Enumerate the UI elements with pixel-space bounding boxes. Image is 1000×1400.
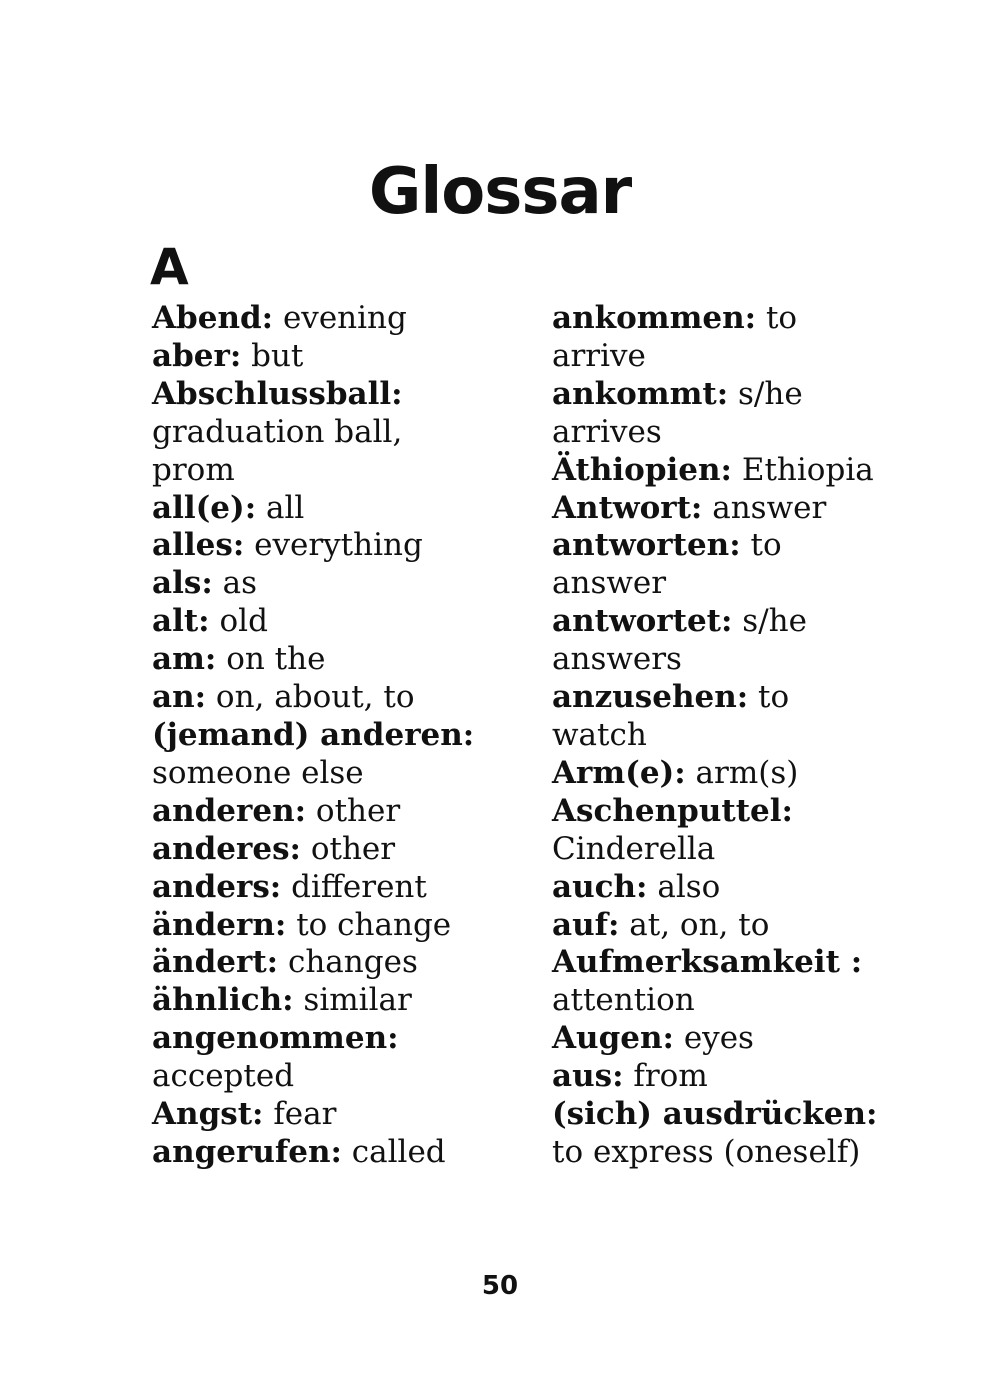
glossary-entry — [552, 527, 892, 603]
glossary-definition: similar — [293, 982, 412, 1019]
glossary-definition: to arrive — [552, 300, 798, 374]
glossary-entry — [552, 1096, 892, 1172]
section-letter: A — [150, 238, 189, 296]
glossary-entry — [152, 831, 492, 869]
glossary-definition: as — [212, 565, 258, 602]
glossary-entry — [152, 793, 492, 831]
glossary-term: an: — [152, 679, 207, 716]
glossary-entry — [552, 603, 892, 679]
glossary-entry — [552, 1058, 892, 1096]
glossary-entry — [152, 338, 492, 376]
glossary-entry — [152, 1134, 492, 1172]
glossary-definition: to express (oneself) — [552, 1133, 861, 1170]
glossary-entry — [152, 1096, 492, 1134]
glossary-term: antwortet: — [552, 603, 733, 640]
glossary-term: auch: — [552, 868, 648, 905]
glossary-term: Abschlussball: — [152, 375, 403, 412]
glossary-definition: but — [241, 337, 304, 374]
glossary-entry — [552, 1020, 892, 1058]
glossary-term: auf: — [552, 906, 620, 943]
glossary-entry — [152, 679, 492, 717]
glossary-definition: other — [300, 830, 396, 867]
glossary-entry — [152, 869, 492, 907]
glossary-definition: accepted — [152, 1058, 295, 1095]
glossary-entry — [552, 907, 892, 945]
glossary-entry — [552, 755, 892, 793]
glossary-definition: different — [281, 868, 427, 905]
glossary-entry — [152, 376, 492, 490]
glossary-entry — [552, 944, 892, 1020]
glossary-column-right — [552, 300, 892, 1172]
glossary-definition: graduation ball, prom — [152, 413, 403, 488]
glossary-term: Angst: — [152, 1096, 264, 1133]
glossary-term: ähnlich: — [152, 982, 294, 1019]
glossary-entry — [152, 527, 492, 565]
glossary-entry — [552, 452, 892, 490]
glossary-entry — [152, 490, 492, 528]
glossary-term: (sich) ausdrücken: — [552, 1096, 878, 1133]
glossary-term: Äthiopien: — [552, 451, 732, 488]
glossary-term: anzusehen: — [552, 679, 749, 716]
glossary-entry — [152, 565, 492, 603]
glossary-term: als: — [152, 565, 213, 602]
glossary-term: am: — [152, 641, 217, 678]
glossary-term: ändern: — [152, 906, 287, 943]
glossary-definition: attention — [552, 982, 695, 1019]
glossary-definition: from — [623, 1058, 708, 1095]
glossary-term: alles: — [152, 527, 245, 564]
glossary-definition: other — [306, 792, 401, 829]
page-number: 50 — [481, 1271, 519, 1301]
glossary-entry — [552, 376, 892, 452]
glossary-definition: Ethiopia — [731, 451, 874, 488]
glossary-term: ändert: — [152, 944, 279, 981]
glossary-term: Aschenputtel: — [552, 792, 793, 829]
glossary-definition: fear — [263, 1096, 337, 1133]
glossary-term: alt: — [152, 603, 210, 640]
glossary-term: anders: — [152, 868, 282, 905]
glossary-term: anderes: — [152, 830, 301, 867]
glossary-definition: old — [209, 603, 268, 640]
glossary-entry — [552, 490, 892, 528]
glossary-term: Augen: — [552, 1020, 674, 1057]
glossary-definition: answer — [702, 489, 827, 526]
glossary-term: aus: — [552, 1058, 624, 1095]
glossary-entry — [552, 300, 892, 376]
glossary-definition: on, about, to — [206, 679, 415, 716]
glossary-definition: evening — [273, 300, 407, 336]
glossary-term: (jemand) anderen: — [152, 716, 475, 753]
glossary-term: all(e): — [152, 489, 257, 526]
glossary-definition: to answer — [552, 527, 782, 602]
glossary-entry — [152, 1020, 492, 1096]
glossary-entry — [152, 641, 492, 679]
glossary-definition: to change — [286, 906, 452, 943]
glossary-definition: called — [341, 1133, 446, 1170]
glossary-column-left — [152, 300, 492, 1172]
glossary-entry — [152, 907, 492, 945]
glossary-term: anderen: — [152, 792, 307, 829]
glossary-entry — [152, 982, 492, 1020]
glossary-definition: everything — [244, 527, 423, 564]
glossary-entry — [152, 300, 492, 338]
page-title: Glossar — [368, 155, 632, 229]
glossary-definition: all — [256, 489, 305, 526]
glossary-term: aber: — [152, 337, 242, 374]
glossary-entry — [552, 869, 892, 907]
glossary-term: ankommen: — [552, 300, 757, 336]
glossary-entry — [552, 679, 892, 755]
glossary-entry — [552, 793, 892, 869]
glossary-term: ankommt: — [552, 375, 729, 412]
glossary-entry — [152, 717, 492, 793]
glossary-definition: arm(s) — [685, 754, 799, 791]
glossary-definition: to watch — [552, 679, 790, 753]
glossary-term: Antwort: — [552, 489, 703, 526]
glossary-entry — [152, 603, 492, 641]
glossary-term: antworten: — [552, 527, 741, 564]
glossary-definition: s/he arrives — [552, 375, 803, 450]
glossary-definition: someone else — [152, 754, 364, 791]
glossary-term: Abend: — [152, 300, 274, 336]
glossary-definition: changes — [278, 944, 418, 981]
glossary-definition: eyes — [673, 1020, 754, 1057]
glossary-definition: s/he answers — [552, 603, 807, 678]
glossary-definition: Cinderella — [552, 830, 716, 867]
glossary-term: Aufmerksamkeit : — [552, 944, 863, 981]
glossary-definition: on the — [216, 641, 326, 678]
glossary-definition: also — [647, 868, 721, 905]
glossary-term: Arm(e): — [552, 754, 686, 791]
glossary-definition: at, on, to — [619, 906, 770, 943]
glossary-entry — [152, 944, 492, 982]
glossary-term: angenommen: — [152, 1020, 399, 1057]
glossary-term: angerufen: — [152, 1133, 342, 1170]
